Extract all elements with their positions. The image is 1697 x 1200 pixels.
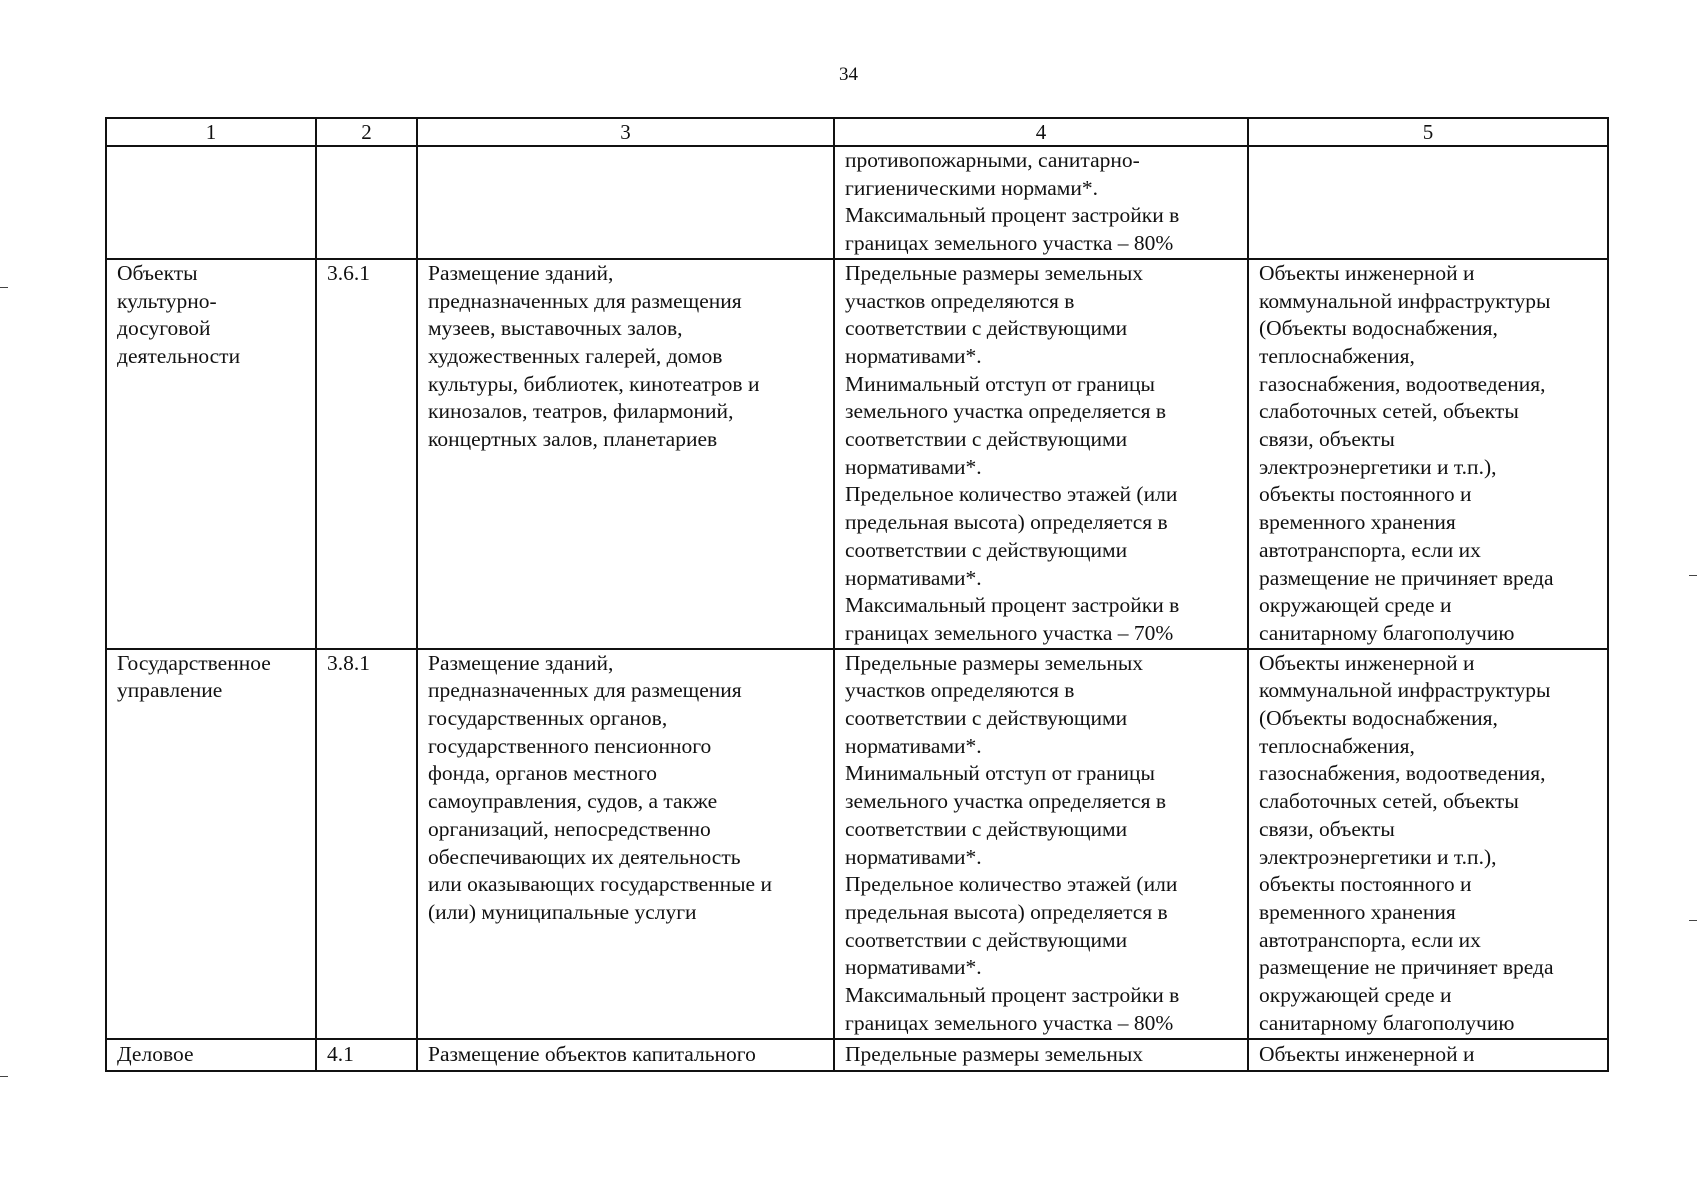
page-number: 34	[839, 64, 858, 85]
cell-parameters	[834, 649, 1248, 1039]
cell-use-name	[106, 649, 316, 1039]
cell-parameters	[834, 146, 1248, 259]
parameters-text: Предельные размеры земельных	[845, 1041, 1144, 1066]
cell-auxiliary-uses	[1248, 259, 1608, 649]
scan-edge-mark	[1689, 575, 1697, 576]
use-code-text: 4.1	[327, 1041, 354, 1066]
parameters-text: Предельные размеры земельных участков определяются в соответствии с действующими нормативами*. Минимальный отступ от границы земельного участка определяется в соответствии с действующими нормативами*. Предельное количество этажей (или предельная высота) определяется в соответствии с действующими нормативами*. Максимальный процент застройки в границах земельного участка – 70%	[845, 260, 1180, 645]
header-col-5: 5	[1248, 118, 1608, 146]
header-col-4: 4	[834, 118, 1248, 146]
scan-edge-mark	[0, 1076, 8, 1077]
header-row	[106, 118, 1608, 146]
header-col-3: 3	[417, 118, 834, 146]
table-row	[106, 146, 1608, 259]
header-col-1: 1	[106, 118, 316, 146]
scan-edge-mark	[1689, 920, 1697, 921]
cell-use-code	[316, 649, 417, 1039]
scan-edge-mark	[0, 287, 8, 288]
cell-use-description	[417, 1039, 834, 1071]
parameters-text: противопожарными, санитарно- гигиеническими нормами*. Максимальный процент застройки в границах земельного участка – 80%	[845, 148, 1180, 256]
table-row	[106, 649, 1608, 1039]
cell-use-description	[417, 259, 834, 649]
use-description-text: Размещение объектов капитального	[428, 1041, 756, 1066]
cell-auxiliary-uses	[1248, 1039, 1608, 1071]
cell-use-code	[316, 259, 417, 649]
auxiliary-uses-text: Объекты инженерной и коммунальной инфраструктуры (Объекты водоснабжения, теплоснабжения, газоснабжения, водоотведения, слаботочных сетей, объекты связи, объекты электроэнергетики и т.п.), объекты постоянного и временного хранения автотранспорта, если их размещение не причиняет вреда окружающей среде и санитарному благополучию	[1259, 650, 1554, 1035]
table-row	[106, 259, 1608, 649]
auxiliary-uses-text: Объекты инженерной и коммунальной инфраструктуры (Объекты водоснабжения, теплоснабжения, газоснабжения, водоотведения, слаботочных сетей, объекты связи, объекты электроэнергетики и т.п.), объекты постоянного и временного хранения автотранспорта, если их размещение не причиняет вреда окружающей среде и санитарному благополучию	[1259, 260, 1554, 645]
cell-use-description	[417, 146, 834, 259]
use-description-text: Размещение зданий, предназначенных для размещения государственных органов, государственного пенсионного фонда, органов местного самоуправления, судов, а также организаций, непосредственно обеспечивающих их деятельность или оказывающих государственные и (или) муниципальные услуги	[428, 650, 772, 924]
zoning-table	[105, 117, 1609, 1072]
cell-use-name	[106, 1039, 316, 1071]
cell-use-code	[316, 1039, 417, 1071]
table-row	[106, 1039, 1608, 1071]
cell-auxiliary-uses	[1248, 146, 1608, 259]
header-col-2: 2	[316, 118, 417, 146]
use-name-text: Государственное управление	[117, 650, 271, 703]
cell-use-name	[106, 146, 316, 259]
use-code-text: 3.8.1	[327, 650, 370, 675]
cell-auxiliary-uses	[1248, 649, 1608, 1039]
use-description-text: Размещение зданий, предназначенных для размещения музеев, выставочных залов, художественных галерей, домов культуры, библиотек, кинотеатров и кинозалов, театров, филармоний, концертных залов, планетариев	[428, 260, 760, 452]
cell-use-code	[316, 146, 417, 259]
use-name-text: Объекты культурно- досуговой деятельности	[117, 260, 241, 368]
auxiliary-uses-text: Объекты инженерной и	[1259, 1041, 1475, 1066]
cell-parameters	[834, 1039, 1248, 1071]
parameters-text: Предельные размеры земельных участков определяются в соответствии с действующими нормативами*. Минимальный отступ от границы земельного участка определяется в соответствии с действующими нормативами*. Предельное количество этажей (или предельная высота) определяется в соответствии с действующими нормативами*. Максимальный процент застройки в границах земельного участка – 80%	[845, 650, 1180, 1035]
use-code-text: 3.6.1	[327, 260, 370, 285]
cell-parameters	[834, 259, 1248, 649]
use-name-text: Деловое	[117, 1041, 194, 1066]
cell-use-name	[106, 259, 316, 649]
cell-use-description	[417, 649, 834, 1039]
